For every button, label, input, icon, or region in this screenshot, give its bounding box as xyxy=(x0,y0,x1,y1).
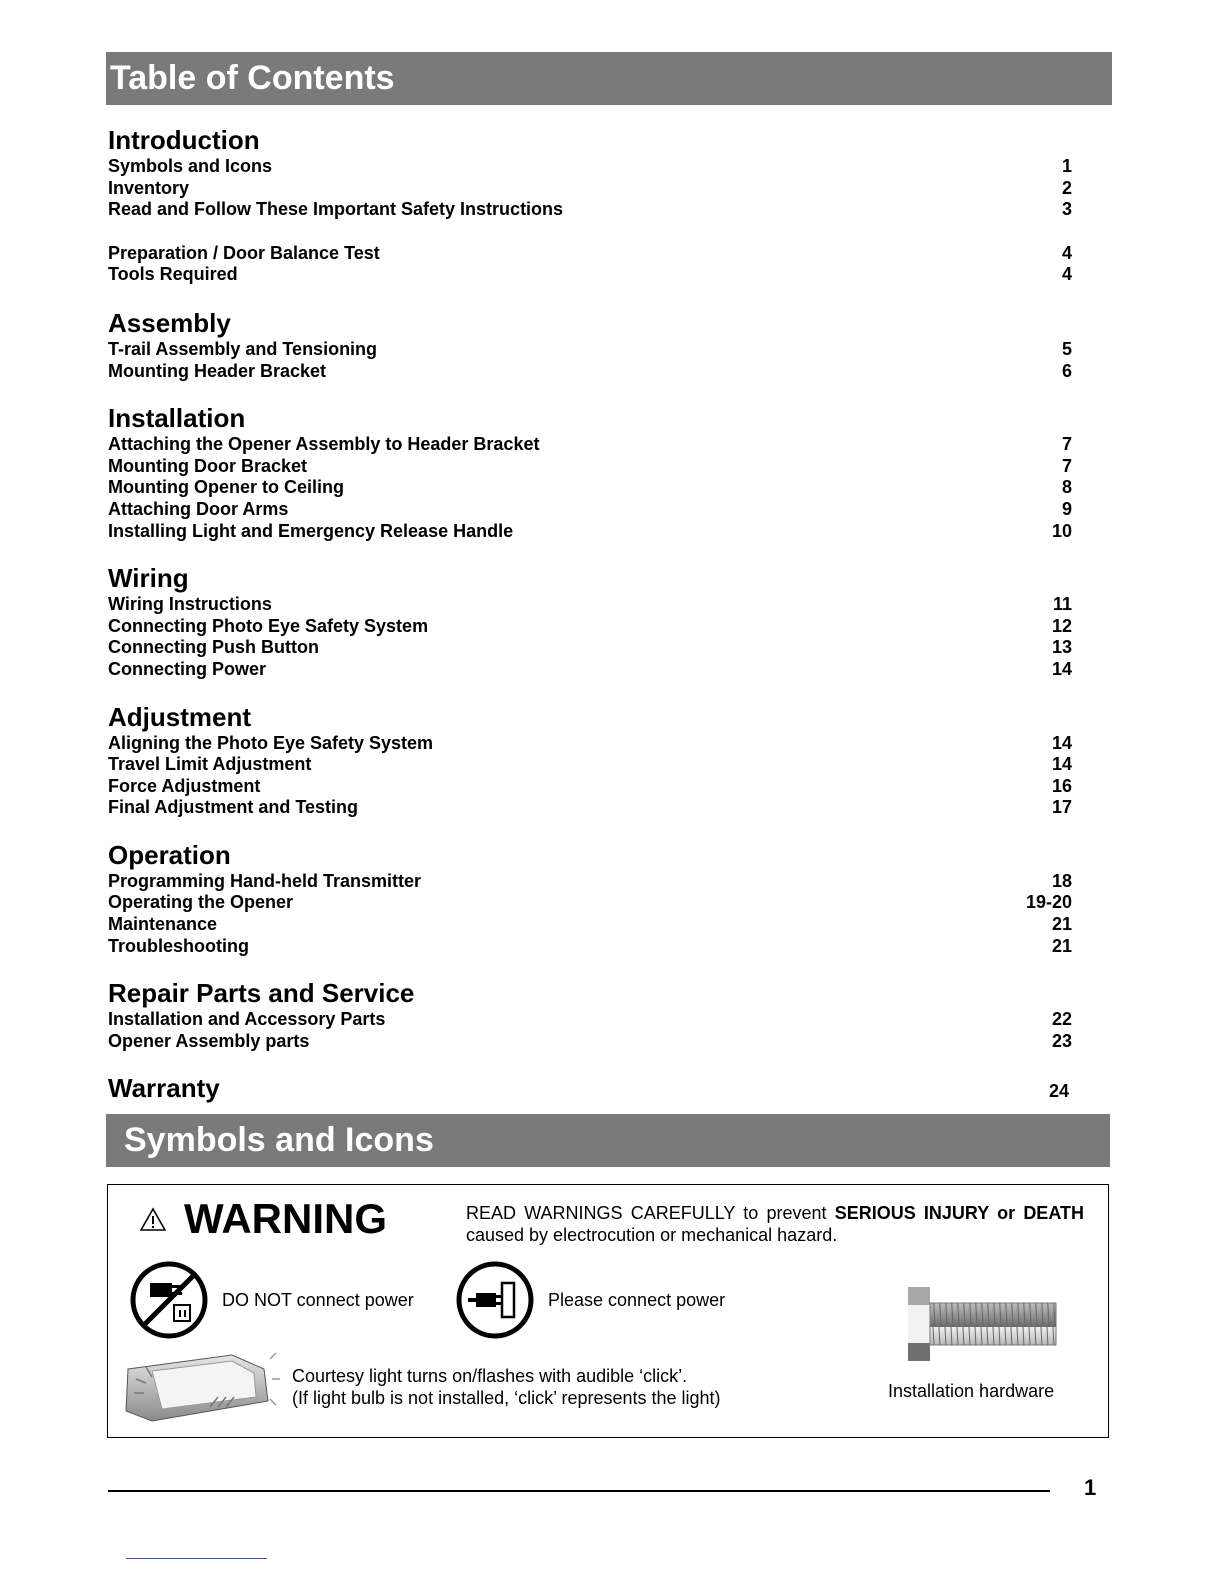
do-not-connect-label: DO NOT connect power xyxy=(222,1289,414,1310)
toc-entry[interactable] xyxy=(108,914,1072,936)
toc-entry[interactable] xyxy=(108,659,1072,681)
toc-entry[interactable] xyxy=(108,594,1072,616)
toc-entry-page: 9 xyxy=(1061,498,1072,519)
symbols-banner: Symbols and Icons xyxy=(106,1114,1110,1167)
toc-entry-title: Mounting Opener to Ceiling xyxy=(108,477,344,498)
toc-entry-page: 14 xyxy=(1051,658,1072,679)
no-power-plug-icon xyxy=(128,1259,210,1341)
table-of-contents xyxy=(108,124,1072,1104)
toc-heading: Introduction xyxy=(108,125,260,155)
toc-heading: Warranty xyxy=(108,1073,220,1104)
toc-entry-title: Maintenance xyxy=(108,914,218,935)
toc-entry[interactable] xyxy=(108,776,1072,798)
toc-entry[interactable] xyxy=(108,797,1072,819)
symbol-do-not-connect xyxy=(128,1259,414,1341)
toc-entry[interactable] xyxy=(108,1031,1072,1053)
toc-entry[interactable] xyxy=(108,339,1072,361)
courtesy-line-2: (If light bulb is not installed, ‘click’ represents the light) xyxy=(292,1388,721,1408)
toc-entry-title: Troubleshooting xyxy=(108,935,249,956)
toc-entry-page: 12 xyxy=(1051,615,1072,636)
toc-entry[interactable] xyxy=(108,616,1072,638)
toc-entry-page: 18 xyxy=(1051,870,1072,891)
warning-triangle-icon xyxy=(140,1207,166,1231)
warning-word: WARNING xyxy=(184,1195,387,1242)
toc-entry-title: Mounting Door Bracket xyxy=(108,455,308,476)
toc-entry-page: 14 xyxy=(1051,732,1072,753)
toc-heading: Installation xyxy=(108,403,246,434)
toc-entry[interactable] xyxy=(108,456,1072,478)
toc-entry-title: Inventory xyxy=(108,177,190,198)
warning-text xyxy=(466,1202,1084,1246)
toc-entry-page: 2 xyxy=(1061,177,1072,198)
toc-entry-title: T-rail Assembly and Tensioning xyxy=(108,338,378,359)
toc-entry[interactable] xyxy=(108,892,1072,914)
toc-entry-title: Preparation / Door Balance Test xyxy=(108,242,380,263)
toc-entry-title: Operating the Opener xyxy=(108,892,294,913)
toc-entry-title: Aligning the Photo Eye Safety System xyxy=(108,732,434,753)
toc-section-repair-parts xyxy=(108,977,1072,1052)
toc-section-introduction xyxy=(108,124,1072,286)
power-plug-icon xyxy=(454,1259,536,1341)
toc-section-warranty[interactable] xyxy=(108,1072,1072,1104)
toc-entry-page: 7 xyxy=(1061,455,1072,476)
toc-entry-page: 22 xyxy=(1051,1009,1072,1030)
toc-entry-page: 7 xyxy=(1061,434,1072,455)
toc-section-adjustment xyxy=(108,701,1072,819)
toc-entry[interactable] xyxy=(108,1009,1072,1031)
footer-link-underline xyxy=(126,1558,267,1559)
toc-entry-page: 1 xyxy=(1061,156,1072,176)
footer-rule xyxy=(108,1490,1050,1492)
toc-entry-title: Mounting Header Bracket xyxy=(108,360,327,381)
warning-text-part: or xyxy=(988,1203,1024,1223)
page-number: 1 xyxy=(1084,1475,1097,1500)
toc-entry-title: Travel Limit Adjustment xyxy=(108,754,312,775)
toc-entry-page: 19-20 xyxy=(1025,892,1072,913)
toc-entry-page: 5 xyxy=(1061,338,1072,359)
courtesy-line-1: Courtesy light turns on/flashes with audible ‘click’. xyxy=(292,1366,688,1386)
toc-entry-title: Symbols and Icons xyxy=(108,156,273,176)
toc-entry-title: Installation and Accessory Parts xyxy=(108,1009,386,1030)
toc-heading: Wiring xyxy=(108,563,189,594)
installation-hardware-label: Installation hardware xyxy=(888,1381,1055,1401)
toc-heading: Adjustment xyxy=(108,701,251,732)
toc-entry-title: Connecting Push Button xyxy=(108,637,319,658)
toc-banner: Table of Contents xyxy=(106,52,1112,105)
toc-entry-page: 10 xyxy=(1051,520,1072,541)
toc-entry-title: Connecting Photo Eye Safety System xyxy=(108,615,429,636)
toc-entry-page: 21 xyxy=(1051,935,1072,956)
toc-entry-title: Wiring Instructions xyxy=(108,594,272,615)
toc-entry[interactable] xyxy=(108,871,1072,893)
warning-text-part: caused by electrocution or mechanical hazard. xyxy=(466,1225,838,1245)
toc-entry-page: 8 xyxy=(1061,477,1072,498)
toc-entry-title: Tools Required xyxy=(108,264,238,285)
symbols-box xyxy=(107,1184,1109,1438)
toc-entry-title: Programming Hand-held Transmitter xyxy=(108,870,422,891)
warning-text-bold: DEATH xyxy=(1023,1203,1084,1223)
toc-entry-title: Connecting Power xyxy=(108,658,267,679)
toc-entry-title: Attaching the Opener Assembly to Header Bracket xyxy=(108,434,540,455)
warning-text-bold: SERIOUS INJURY xyxy=(834,1203,989,1223)
toc-heading: Assembly xyxy=(108,307,231,338)
toc-entry-page: 6 xyxy=(1061,360,1072,381)
toc-entry[interactable] xyxy=(108,178,1072,200)
toc-entry-title: Final Adjustment and Testing xyxy=(108,797,359,818)
toc-entry-page: 4 xyxy=(1061,264,1072,285)
toc-entry[interactable] xyxy=(108,521,1072,543)
toc-entry-title: Opener Assembly parts xyxy=(108,1030,310,1051)
toc-section-assembly xyxy=(108,307,1072,382)
toc-entry[interactable] xyxy=(108,264,1072,286)
toc-entry-page: 13 xyxy=(1051,637,1072,658)
toc-entry[interactable] xyxy=(108,156,1072,178)
toc-entry-page: 24 xyxy=(1048,1081,1069,1102)
toc-section-installation xyxy=(108,402,1072,542)
toc-entry-title: Attaching Door Arms xyxy=(108,498,289,519)
toc-entry[interactable] xyxy=(108,477,1072,499)
toc-entry[interactable] xyxy=(108,936,1072,958)
toc-entry-page: 11 xyxy=(1052,594,1072,615)
toc-entry-page: 4 xyxy=(1061,242,1072,263)
warning-title xyxy=(140,1195,387,1243)
courtesy-light-text xyxy=(292,1365,721,1409)
please-connect-label: Please connect power xyxy=(548,1289,726,1310)
opener-light-icon xyxy=(122,1349,282,1425)
toc-entry[interactable] xyxy=(108,754,1072,776)
toc-section-wiring xyxy=(108,562,1072,680)
toc-entry-page: 16 xyxy=(1051,775,1072,796)
toc-entry-title: Installing Light and Emergency Release Handle xyxy=(108,520,514,541)
toc-entry-page: 17 xyxy=(1051,797,1072,818)
toc-entry[interactable] xyxy=(108,361,1072,383)
toc-entry[interactable] xyxy=(108,733,1072,755)
toc-entry-page: 14 xyxy=(1051,754,1072,775)
toc-entry[interactable] xyxy=(108,637,1072,659)
toc-entry-page: 21 xyxy=(1051,914,1072,935)
toc-heading: Operation xyxy=(108,839,231,870)
toc-entry[interactable] xyxy=(108,199,1072,221)
installation-hardware-icon xyxy=(908,1287,1060,1363)
toc-section-operation xyxy=(108,839,1072,957)
toc-entry-page: 23 xyxy=(1051,1030,1072,1051)
toc-heading: Repair Parts and Service xyxy=(108,978,415,1009)
toc-entry[interactable] xyxy=(108,434,1072,456)
warning-text-part: READ WARNINGS CAREFULLY to prevent xyxy=(466,1203,835,1223)
symbol-courtesy-light xyxy=(122,1349,721,1425)
toc-entry-title: Read and Follow These Important Safety Instructions xyxy=(108,199,564,220)
toc-entry-page: 3 xyxy=(1061,199,1072,220)
symbol-please-connect xyxy=(454,1259,725,1341)
toc-entry[interactable] xyxy=(108,243,1072,265)
toc-entry[interactable] xyxy=(108,499,1072,521)
toc-entry-title: Force Adjustment xyxy=(108,775,261,796)
